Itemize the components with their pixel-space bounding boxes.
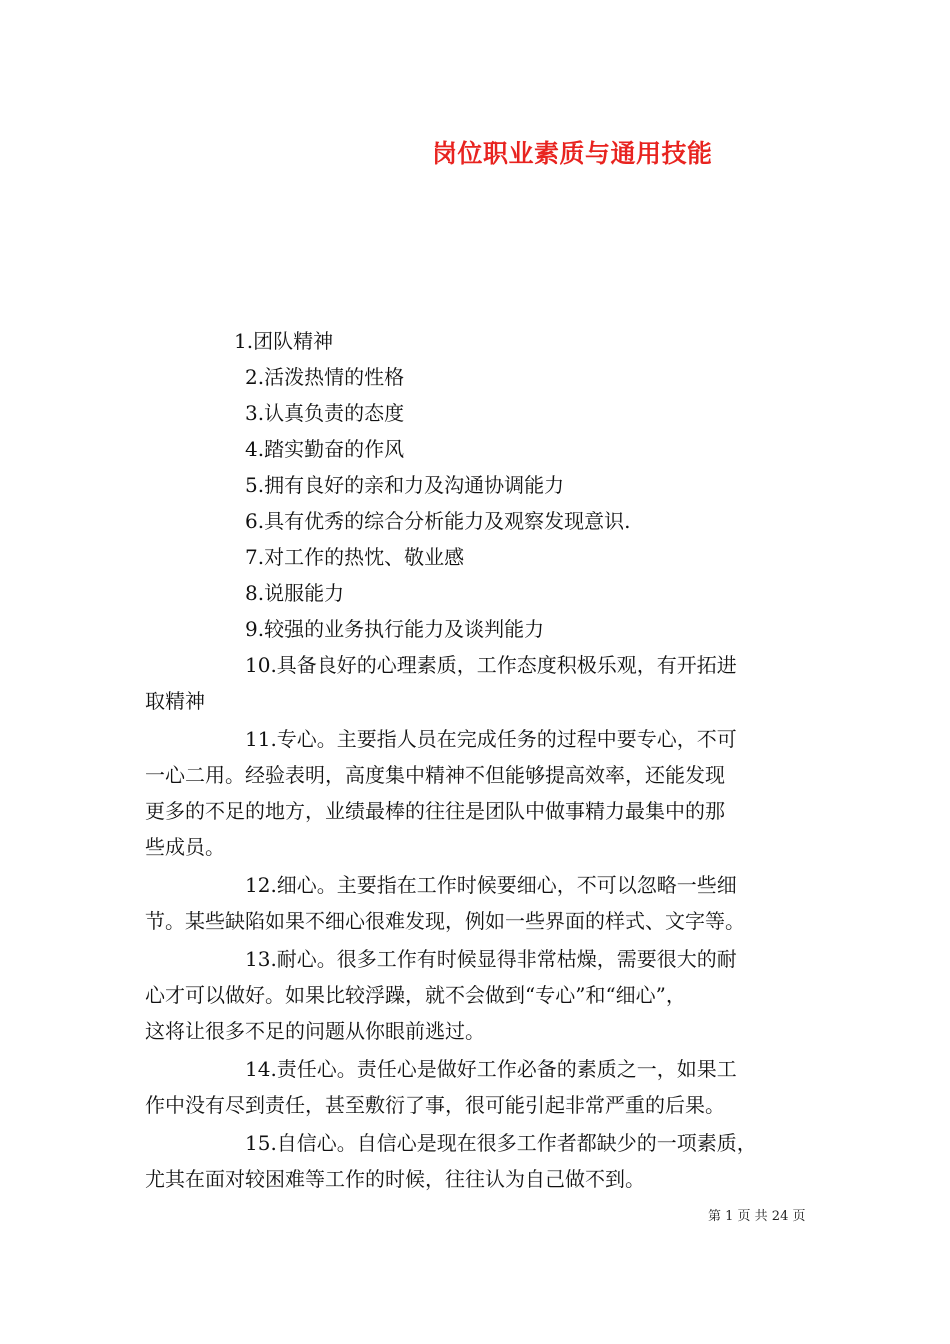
list-item: 8.说服能力 <box>245 581 345 605</box>
paragraph-line: 这将让很多不足的问题从你眼前逃过。 <box>145 1019 485 1043</box>
paragraph-line: 10.具备良好的心理素质，工作态度积极乐观，有开拓进 <box>245 653 737 677</box>
list-item: 3.认真负责的态度 <box>245 401 405 425</box>
paragraph-line: 15.自信心。自信心是现在很多工作者都缺少的一项素质， <box>245 1131 757 1155</box>
paragraph-line: 尤其在面对较困难等工作的时候，往往认为自己做不到。 <box>145 1167 645 1191</box>
list-item: 9.较强的业务执行能力及谈判能力 <box>245 617 545 641</box>
paragraph-line: 11.专心。主要指人员在完成任务的过程中要专心，不可 <box>245 727 737 751</box>
list-item: 1.团队精神 <box>234 329 334 353</box>
paragraph-line: 些成员。 <box>145 835 225 859</box>
list-item: 6.具有优秀的综合分析能力及观察发现意识. <box>245 509 631 533</box>
paragraph-line: 取精神 <box>145 689 205 713</box>
paragraph-line: 心才可以做好。如果比较浮躁，就不会做到“专心”和“细心”， <box>145 983 686 1007</box>
list-item: 4.踏实勤奋的作风 <box>245 437 405 461</box>
paragraph-line: 一心二用。经验表明，高度集中精神不但能够提高效率，还能发现 <box>145 763 725 787</box>
list-item: 2.活泼热情的性格 <box>245 365 405 389</box>
paragraph-line: 更多的不足的地方，业绩最棒的往往是团队中做事精力最集中的那 <box>145 799 725 823</box>
list-item: 5.拥有良好的亲和力及沟通协调能力 <box>245 473 565 497</box>
paragraph-line: 14.责任心。责任心是做好工作必备的素质之一，如果工 <box>245 1057 737 1081</box>
paragraph-line: 13.耐心。很多工作有时候显得非常枯燥，需要很大的耐 <box>245 947 737 971</box>
page-number: 第 1 页 共 24 页 <box>708 1209 806 1224</box>
list-item: 7.对工作的热忱、敬业感 <box>245 545 465 569</box>
paragraph-line: 12.细心。主要指在工作时候要细心，不可以忽略一些细 <box>245 873 737 897</box>
paragraph-line: 节。某些缺陷如果不细心很难发现，例如一些界面的样式、文字等。 <box>145 909 745 933</box>
document-title: 岗位职业素质与通用技能 <box>432 139 713 168</box>
paragraph-line: 作中没有尽到责任，甚至敷衍了事，很可能引起非常严重的后果。 <box>145 1093 725 1117</box>
